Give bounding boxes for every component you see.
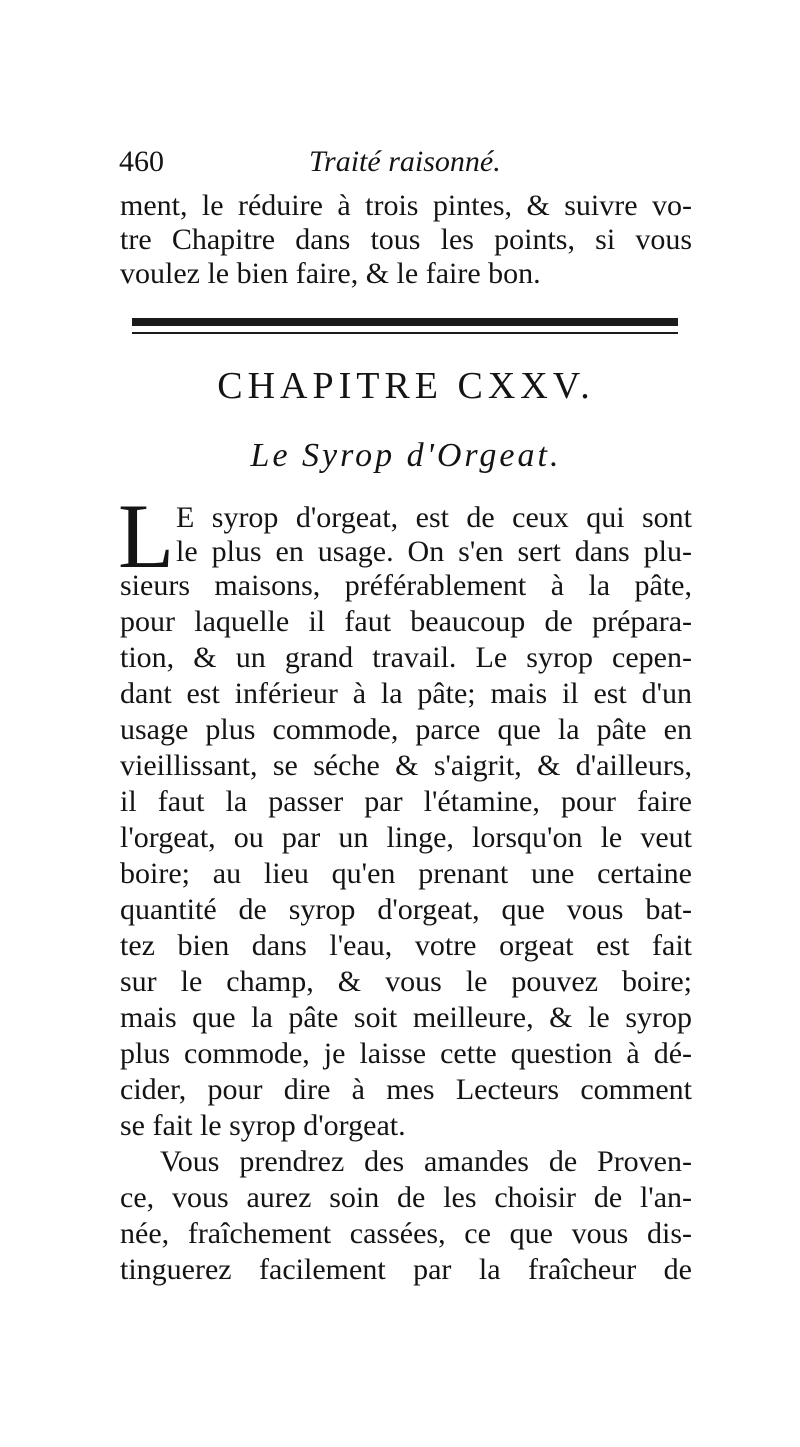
text-line: il faut la passer par l'étamine, pour faire xyxy=(120,785,692,818)
page-header xyxy=(119,142,699,182)
chapter-title: CHAPITRE CXXV. xyxy=(217,365,595,407)
text-line: le plus en usage. On s'en sert dans plu- xyxy=(176,535,692,568)
text-line: Vous prendrez des amandes de Proven- xyxy=(160,1145,692,1178)
ornamental-rule-thin xyxy=(132,332,678,334)
chapter-subtitle: Le Syrop d'Orgeat. xyxy=(250,437,562,474)
text-line: pour laquelle il faut beaucoup de prépara- xyxy=(120,605,692,638)
text-line: vieillissant, se séche & s'aigrit, & d'ailleurs, xyxy=(120,749,692,782)
text-line: ment, le réduire à trois pintes, & suivre vo- xyxy=(120,189,692,222)
text-line: E syrop d'orgeat, est de ceux qui sont xyxy=(176,501,692,534)
running-title: Traité raisonné. xyxy=(309,145,501,178)
text-line: sur le champ, & vous le pouvez boire; xyxy=(120,965,692,998)
text-line: dant est inférieur à la pâte; mais il est d'un xyxy=(120,677,692,710)
text-line: tre Chapitre dans tous les points, si vous xyxy=(120,223,692,256)
text-line: se fait le syrop d'orgeat. xyxy=(120,1109,406,1142)
text-line: boire; au lieu qu'en prenant une certaine xyxy=(120,857,692,890)
text-line: usage plus commode, parce que la pâte en xyxy=(120,713,692,746)
text-line: sieurs maisons, préférablement à la pâte, xyxy=(120,569,692,602)
text-line: mais que la pâte soit meilleure, & le syrop xyxy=(120,1001,692,1034)
drop-cap: L xyxy=(118,485,175,587)
text-line: cider, pour dire à mes Lecteurs comment xyxy=(120,1073,692,1106)
text-line: l'orgeat, ou par un linge, lorsqu'on le veut xyxy=(120,821,692,854)
text-line: voulez le bien faire, & le faire bon. xyxy=(120,257,541,290)
text-line: ce, vous aurez soin de les choisir de l'an- xyxy=(120,1181,692,1214)
ornamental-rule xyxy=(132,318,678,326)
text-line: tinguerez facilement par la fraîcheur de xyxy=(120,1253,692,1286)
text-line: quantité de syrop d'orgeat, que vous bat- xyxy=(120,893,692,926)
text-line: tion, & un grand travail. Le syrop cepen- xyxy=(120,641,692,674)
text-line: tez bien dans l'eau, votre orgeat est fait xyxy=(120,929,692,962)
text-line: plus commode, je laisse cette question à dé- xyxy=(120,1037,692,1070)
text-line: née, fraîchement cassées, ce que vous dis- xyxy=(120,1217,692,1250)
page-number: 460 xyxy=(119,145,164,178)
